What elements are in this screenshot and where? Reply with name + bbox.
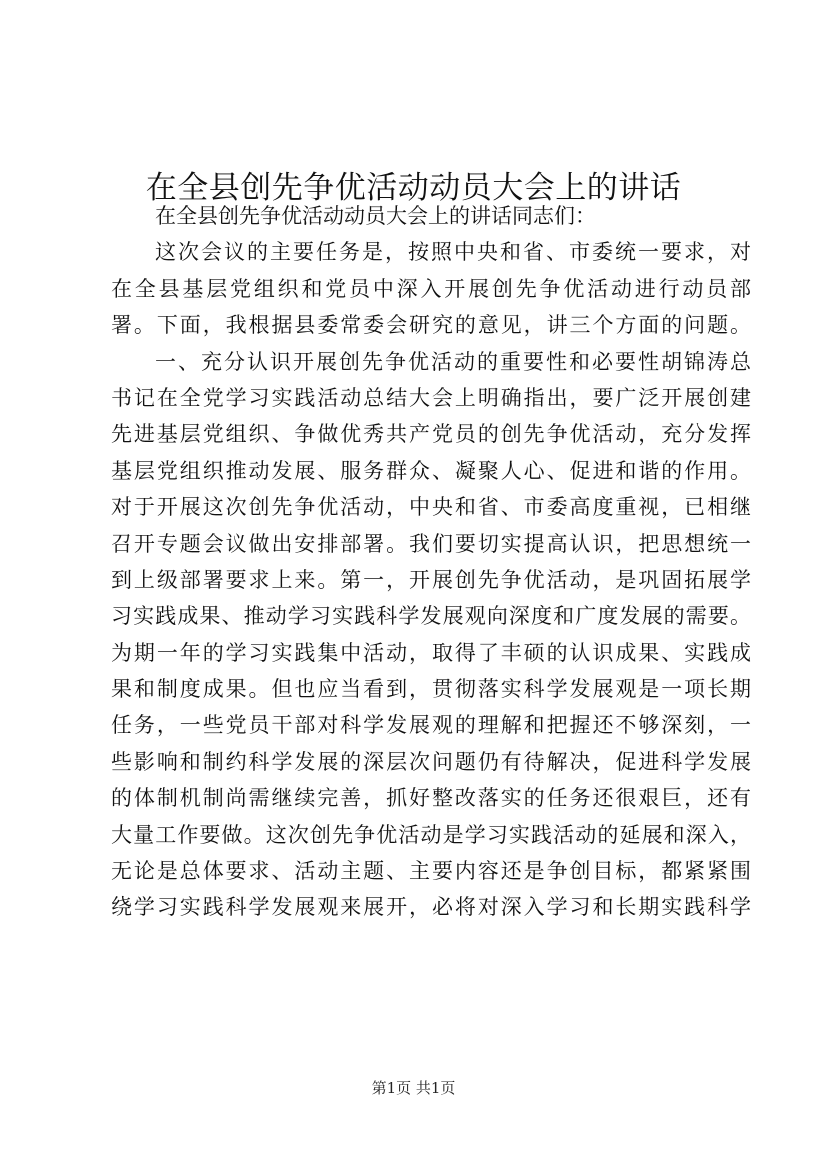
body-line: 书记在全党学习实践活动总结大会上明确指出，要广泛开展创建 (111, 385, 751, 410)
body-line: 在全县创先争优活动动员大会上的讲话同志们： (155, 204, 596, 228)
body-line: 习实践成果、推动学习实践科学发展观向深度和广度发展的需要。 (111, 604, 751, 629)
body-line: 大量工作要做。这次创先争优活动是学习实践活动的延展和深入， (111, 822, 751, 847)
body-line: 署。下面，我根据县委常委会研究的意见，讲三个方面的问题。 (111, 313, 751, 338)
body-line: 在全县基层党组织和党员中深入开展创先争优活动进行动员部 (111, 276, 751, 301)
body-line: 任务，一些党员干部对科学发展观的理解和把握还不够深刻，一 (111, 713, 751, 738)
body-line: 这次会议的主要任务是，按照中央和省、市委统一要求，对 (155, 240, 751, 265)
body-line: 的体制机制尚需继续完善，抓好整改落实的任务还很艰巨，还有 (111, 786, 751, 811)
body-line: 对于开展这次创先争优活动，中央和省、市委高度重视，已相继 (111, 495, 751, 520)
body-line: 为期一年的学习实践集中活动，取得了丰硕的认识成果、实践成 (111, 640, 751, 665)
body-line: 到上级部署要求上来。第一，开展创先争优活动，是巩固拓展学 (111, 567, 751, 592)
body-line: 绕学习实践科学发展观来展开，必将对深入学习和长期实践科学 (111, 895, 751, 920)
body-line: 果和制度成果。但也应当看到，贯彻落实科学发展观是一项长期 (111, 677, 751, 702)
body-line: 一、充分认识开展创先争优活动的重要性和必要性胡锦涛总 (155, 349, 751, 374)
body-line: 些影响和制约科学发展的深层次问题仍有待解决，促进科学发展 (111, 749, 751, 774)
document-body (111, 198, 751, 926)
body-line: 召开专题会议做出安排部署。我们要切实提高认识，把思想统一 (111, 531, 751, 556)
body-line: 基层党组织推动发展、服务群众、凝聚人心、促进和谐的作用。 (111, 458, 751, 483)
body-line: 先进基层党组织、争做优秀共产党员的创先争优活动，充分发挥 (111, 422, 751, 447)
body-line: 无论是总体要求、活动主题、主要内容还是争创目标，都紧紧围 (111, 859, 751, 884)
page-footer: 第1页 共1页 (371, 1079, 456, 1097)
document-title: 在全县创先争优活动动员大会上的讲话 (145, 169, 682, 206)
